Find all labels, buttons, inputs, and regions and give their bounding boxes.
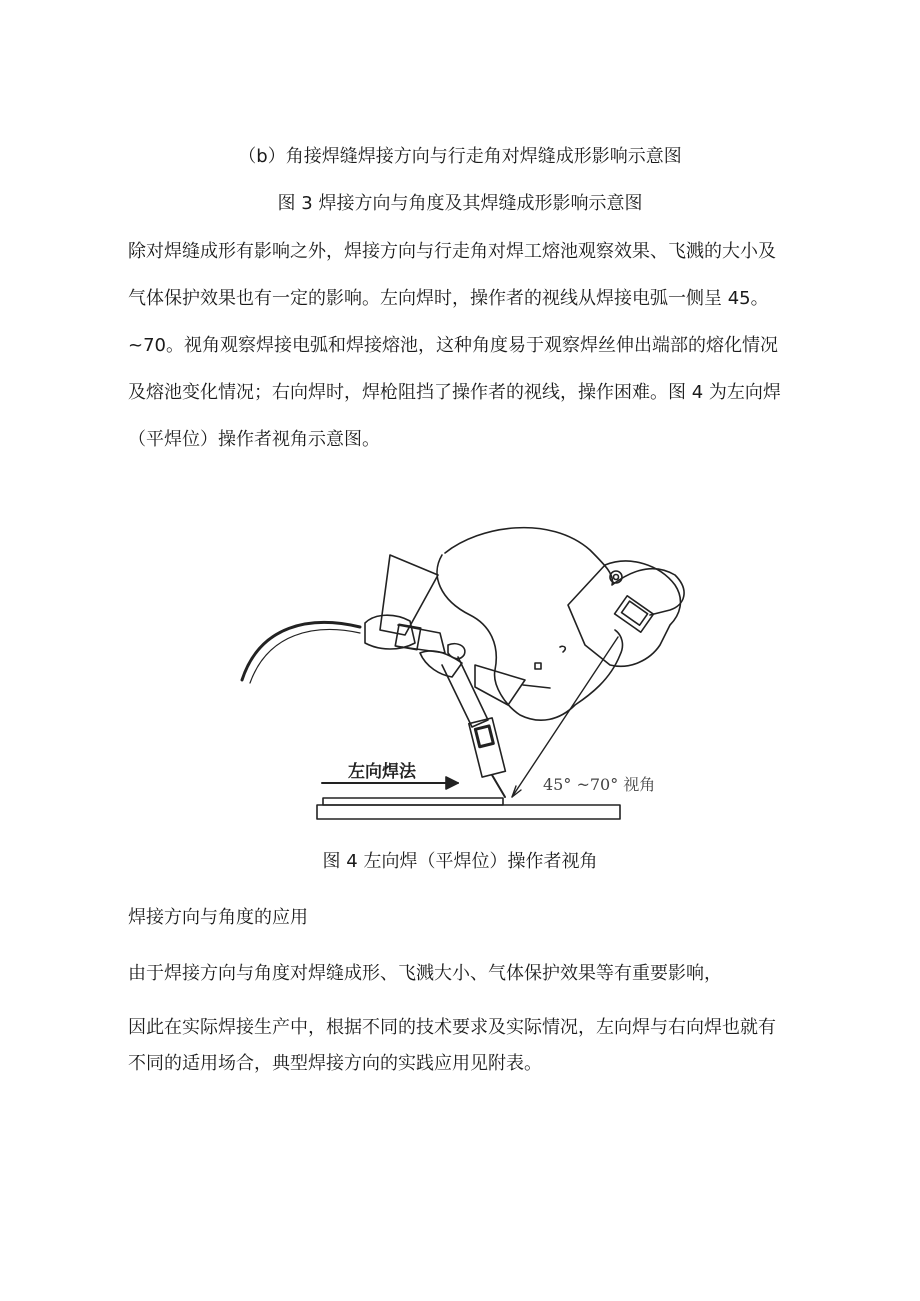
- paragraph-line: 因此在实际焊接生产中，根据不同的技术要求及实际情况，左向焊与右向焊也就有: [128, 1017, 776, 1038]
- section-heading: 焊接方向与角度的应用: [128, 907, 308, 928]
- paragraph-line: 不同的适用场合，典型焊接方向的实践应用见附表。: [128, 1053, 542, 1074]
- welding-cable: [242, 622, 360, 680]
- paragraph-line: （平焊位）操作者视角示意图。: [128, 429, 380, 450]
- welder-drawing: [230, 505, 700, 830]
- figure4-caption: 图 4 左向焊（平焊位）操作者视角: [322, 851, 598, 872]
- welder-right-arm: [475, 665, 525, 705]
- paragraph-line: 除对焊缝成形有影响之外，焊接方向与行走角对焊工熔池观察效果、飞溅的大小及: [128, 241, 776, 262]
- workpiece-top-plate: [323, 798, 503, 805]
- left-welding-label: 左向焊法: [348, 762, 416, 782]
- welder-left-arm: [380, 555, 438, 635]
- sight-line: [512, 637, 618, 797]
- paragraph-line: ~70。视角观察焊接电弧和焊接熔池，这种角度易于观察焊丝伸出端部的熔化情况: [128, 335, 778, 356]
- paragraph-importance: 由于焊接方向与角度对焊缝成形、飞溅大小、气体保护效果等有重要影响，: [128, 963, 722, 984]
- paragraph-viewing-angle: [128, 240, 798, 475]
- figure4-illustration: [230, 505, 700, 830]
- paragraph-line: 及熔池变化情况；右向焊时，焊枪阻挡了操作者的视线，操作困难。图 4 为左向焊: [128, 382, 781, 403]
- figure3-caption: 图 3 焊接方向与角度及其焊缝成形影响示意图: [277, 193, 643, 214]
- workpiece-base-plate: [317, 805, 620, 819]
- viewing-angle-label: 45° ~70° 视角: [543, 775, 656, 794]
- welder-body: [445, 528, 684, 615]
- paragraph-application: [128, 1016, 808, 1099]
- paragraph-line: 气体保护效果也有一定的影响。左向焊时，操作者的视线从焊接电弧一侧呈 45。: [128, 288, 769, 309]
- figure3-subcaption: （b）角接焊缝焊接方向与行走角对焊缝成形影响示意图: [238, 146, 682, 167]
